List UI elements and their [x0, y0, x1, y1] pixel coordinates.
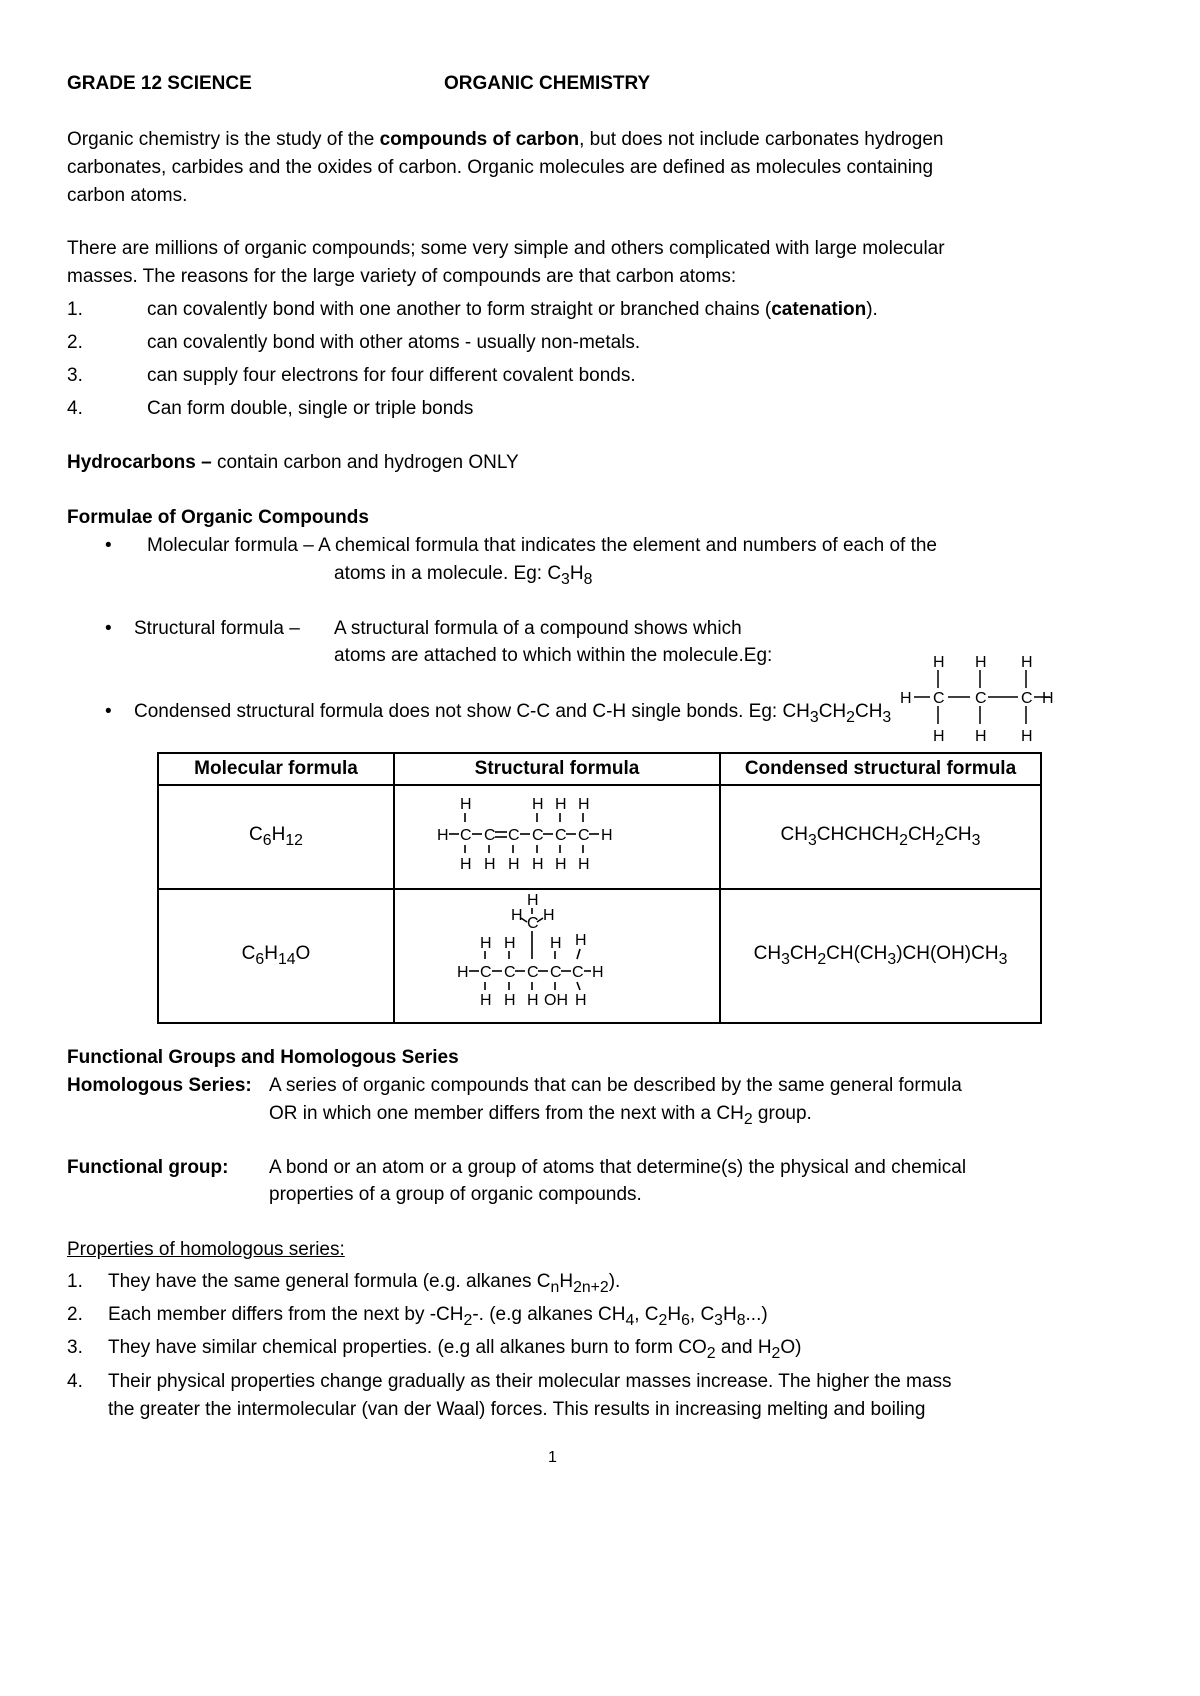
- bullet-icon: •: [105, 701, 112, 722]
- svg-text:H: H: [437, 827, 449, 844]
- svg-text:H: H: [527, 892, 539, 909]
- svg-text:H: H: [1021, 654, 1033, 671]
- svg-text:C: C: [550, 964, 562, 981]
- svg-text:C: C: [933, 690, 945, 707]
- svg-text:H: H: [504, 935, 516, 952]
- functional-group-term: Functional group:: [67, 1157, 229, 1178]
- bullet-icon: •: [105, 535, 112, 556]
- svg-text:H: H: [555, 796, 567, 813]
- svg-text:H: H: [933, 728, 945, 745]
- functional-group-def: A bond or an atom or a group of atoms that determine(s) the physical and chemical: [269, 1157, 967, 1178]
- molecular-formula-cell: $C_6H_{14}O$: [158, 889, 394, 1023]
- svg-text:H: H: [460, 796, 472, 813]
- intro-line: Organic chemistry is the study of the compounds of carbon, but does not include carbonates hydrogen: [67, 129, 944, 150]
- condensed-formula-cell: $CH_3CHCHCH_2CH_2CH_3$: [720, 785, 1041, 889]
- svg-text:H: H: [933, 654, 945, 671]
- svg-text:H: H: [578, 796, 590, 813]
- svg-text:H: H: [1042, 690, 1054, 707]
- condensed-formula-cell: $CH_3CH_2CH(CH_3)CH(OH)CH_3$: [720, 889, 1041, 1023]
- svg-text:OH: OH: [544, 992, 568, 1009]
- header-right: ORGANIC CHEMISTRY: [444, 73, 651, 94]
- svg-text:H: H: [592, 964, 604, 981]
- svg-text:C: C: [504, 964, 516, 981]
- homologous-series-term: Homologous Series:: [67, 1075, 252, 1096]
- svg-text:H: H: [480, 992, 492, 1009]
- formulae-heading: Formulae of Organic Compounds: [67, 507, 369, 528]
- functional-group-def: properties of a group of organic compounds.: [269, 1184, 642, 1205]
- svg-text:H: H: [1021, 728, 1033, 745]
- svg-text:H: H: [532, 796, 544, 813]
- homologous-series-def: A series of organic compounds that can be described by the same general formula: [269, 1075, 962, 1096]
- properties-heading: Properties of homologous series:: [67, 1239, 345, 1260]
- svg-text:H: H: [543, 907, 555, 924]
- svg-text:H: H: [504, 992, 516, 1009]
- svg-text:C: C: [1021, 690, 1033, 707]
- column-header: Molecular formula: [158, 753, 394, 785]
- svg-text:C: C: [484, 827, 496, 844]
- header-left: GRADE 12 SCIENCE: [67, 73, 252, 94]
- intro-line: There are millions of organic compounds; some very simple and others complicated with large molecular: [67, 238, 945, 259]
- intro-line: masses. The reasons for the large variety of compounds are that carbon atoms:: [67, 266, 737, 287]
- document-page: GRADE 12 SCIENCE ORGANIC CHEMISTRY Organic chemistry is the study of the compounds of carbon, but does not include carbonates hydrogen carbonates, carbides and the oxides of carbon. Organic molecules are defined as molecules containing carbon atoms. There are millions of organic compounds; some very simple and others complicated with large molecular masses. The reasons for the large variety of compounds are that carbon atoms: 1. can covalently bond with one another to form straight or branched chains (catenation). 2. can covalently bond with other atoms - usually non-metals. 3. can supply four electrons for four different covalent bonds. 4. Can form double, single or triple bonds Hydrocarbons – contain carbon and hydrogen ONLY Formulae of Organic Compounds • Molecular formula – A chemical formula that indicates the element and numbers of each of the atoms in a molecule. Eg: $C_3H_8$ • Structural formula – A structural formula of a compound shows which atoms are attached to which within the molecule.Eg: H C C C H H H H H H H • Condensed structural formula does not show C-C and C-H single bonds. Eg: $CH_3CH_2CH_3$ Molecular formula Structural formula Condensed structural formula $C_6H_{12}$ H C C C C C C H H H H H H H H H H H $CH_3CHCHCH_2CH_2CH_3$ $C_6H_{14}O$ H C C C C C H H H H H C H H H H H H OH H $CH_3CH_2CH(CH_3)CH(OH)CH_3$ Functional Groups and Homologous Series Homologous Series: A series of organic compounds that can be described by the same general formula OR in which one member differs from the next with a $CH_2$ group. Functional group: A bond or an atom or a group of atoms that determine(s) the physical and chemical properties of a group of organic compounds. Properties of homologous series: 1. They have the same general formula (e.g. alkanes $C_nH_{2n+2}$). 2. Each member differs from the next by $-CH_2-$. (e.g alkanes $CH_4$, $C_2H_6$, $C_3H_8$...) 3. They have similar chemical properties. (e.g all alkanes burn to form $CO_2$ and $H_2O$) 4. Their physical properties change gradually as their molecular masses increase. The higher the mass the greater the intermolecular (van der Waal) forces. This results in increasing melting and boiling 1: [0, 0, 1200, 1696]
- svg-text:H: H: [900, 690, 912, 707]
- molecular-formula-def: Molecular formula – A chemical formula that indicates the element and numbers of each of the: [147, 535, 937, 556]
- svg-text:C: C: [555, 827, 567, 844]
- bullet-icon: •: [105, 618, 112, 639]
- svg-text:C: C: [480, 964, 492, 981]
- table-row: [158, 785, 1041, 889]
- svg-text:H: H: [578, 856, 590, 873]
- structural-formula-cell: [394, 889, 720, 1023]
- structural-formula-def: A structural formula of a compound shows which: [334, 618, 742, 639]
- svg-text:C: C: [460, 827, 472, 844]
- svg-text:C: C: [532, 827, 544, 844]
- table-row: [158, 889, 1041, 1023]
- homologous-series-def: OR in which one member differs from the next with a $CH_2$ group.: [269, 1103, 812, 1128]
- svg-text:C: C: [527, 964, 539, 981]
- column-header: Structural formula: [394, 753, 720, 785]
- svg-text:C: C: [508, 827, 520, 844]
- column-header: Condensed structural formula: [720, 753, 1041, 785]
- svg-text:C: C: [572, 964, 584, 981]
- molecular-formula-def: atoms in a molecule. Eg: $C_3H_8$: [334, 563, 593, 588]
- structural-formula-def: atoms are attached to which within the molecule.Eg:: [334, 645, 773, 666]
- svg-text:C: C: [527, 915, 539, 932]
- propane-structural-diagram: [900, 650, 1054, 750]
- svg-text:C: C: [578, 827, 590, 844]
- svg-text:H: H: [575, 932, 587, 949]
- svg-text:H: H: [575, 992, 587, 1009]
- svg-text:H: H: [460, 856, 472, 873]
- svg-text:H: H: [532, 856, 544, 873]
- page-number: 1: [548, 1449, 557, 1466]
- svg-text:H: H: [457, 964, 469, 981]
- svg-text:H: H: [550, 935, 562, 952]
- svg-text:H: H: [975, 654, 987, 671]
- svg-text:H: H: [484, 856, 496, 873]
- formula-table: [157, 752, 1042, 1024]
- svg-text:H: H: [555, 856, 567, 873]
- hexene-structural-diagram: [437, 789, 677, 879]
- svg-text:H: H: [508, 856, 520, 873]
- intro-line: carbon atoms.: [67, 185, 188, 206]
- svg-text:H: H: [601, 827, 613, 844]
- hexanol-structural-diagram: [457, 893, 657, 1013]
- svg-text:C: C: [975, 690, 987, 707]
- molecular-formula-cell: $C_6H_{12}$: [158, 785, 394, 889]
- structural-formula-term: Structural formula –: [134, 618, 300, 639]
- table-header-row: [158, 753, 1041, 785]
- hydrocarbons-definition: Hydrocarbons – contain carbon and hydrogen ONLY: [67, 452, 519, 473]
- structural-formula-cell: [394, 785, 720, 889]
- condensed-formula-def: Condensed structural formula does not show C-C and C-H single bonds. Eg: $CH_3CH_2CH_3$: [134, 701, 892, 726]
- functional-heading: Functional Groups and Homologous Series: [67, 1047, 459, 1068]
- intro-line: carbonates, carbides and the oxides of carbon. Organic molecules are defined as molecules containing: [67, 157, 934, 178]
- svg-text:H: H: [480, 935, 492, 952]
- svg-text:H: H: [975, 728, 987, 745]
- svg-text:H: H: [511, 907, 523, 924]
- svg-text:H: H: [527, 992, 539, 1009]
